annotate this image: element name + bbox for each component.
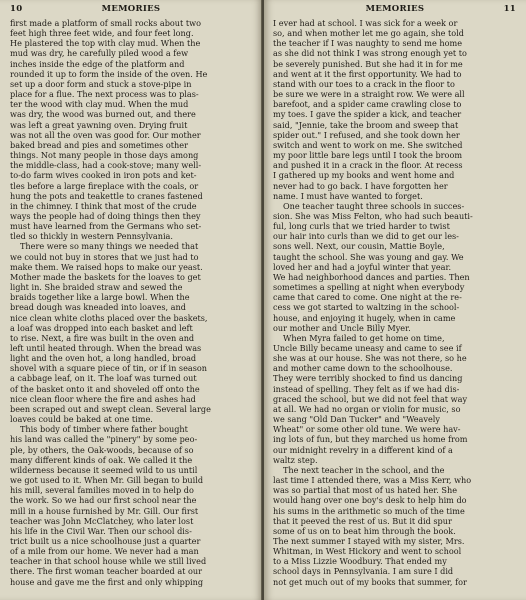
running-head — [274, 4, 516, 16]
text-line: of the basket onto it and shoveled off onto the — [10, 383, 200, 394]
text-line: not get much out of my books that summer, for — [273, 576, 467, 587]
text-line: name. I must have wanted to forget. — [273, 190, 423, 201]
text-line: to a Miss Lizzie Woodbury. That ended my — [273, 556, 447, 567]
text-line: trict built us a nice schoolhouse just a quarter — [10, 535, 201, 546]
text-line: loved her and had a joyful winter that year. — [273, 261, 452, 272]
text-line: tles before a large fireplace with the coals, or — [10, 180, 199, 191]
text-line: There were so many things we needed that — [20, 241, 199, 252]
text-line: things. Not many people in those days among — [10, 150, 199, 161]
text-line: many different kinds of oak. We called it the — [10, 454, 193, 465]
text-line: spider out." I refused, and she took down her — [273, 129, 460, 140]
text-line: would hang over one boy's desk to help him do — [273, 495, 467, 506]
text-line: last time I attended there, was a Miss Kerr, who — [273, 475, 472, 486]
text-line: ple, by others, the Oak-woods, because of so — [10, 444, 194, 455]
text-line: place for a flue. The next process was to plas- — [10, 89, 199, 100]
text-line: nice clean floor where the fire and ashes had — [10, 393, 196, 404]
text-line: to-do farm wives cooked in iron pots and ket- — [10, 170, 197, 181]
text-line: set up a door form and stuck a stove-pipe in — [10, 78, 192, 89]
text-line: house, and enjoying it hugely, when in came — [273, 312, 456, 323]
text-line: shovel with a square piece of tin, or if in season — [10, 363, 208, 374]
text-line: was left a great yawning oven. Drying fruit — [10, 119, 188, 130]
text-line: I gathered up my books and went home and — [273, 170, 455, 181]
text-line: cess we got started to waltzing in the school- — [273, 302, 460, 313]
right-page — [264, 0, 526, 600]
text-line: our mother and Uncle Billy Myer. — [273, 322, 411, 333]
text-line: we sang "Old Dan Tucker" and "Weavely — [273, 414, 440, 425]
text-line: been scraped out and swept clean. Several large — [10, 403, 211, 414]
text-line: light in. She braided straw and sewed the — [10, 282, 183, 293]
text-line: the teacher if I was naughty to send me home — [273, 38, 463, 49]
running-head — [10, 4, 252, 16]
text-line: as she did not think I was strong enough yet to — [273, 48, 467, 59]
text-line: Mother made the baskets for the loaves to get — [10, 271, 201, 282]
text-line: baked bread and pies and sometimes other — [10, 139, 188, 150]
text-line: taught the school. She was young and gay. We — [273, 251, 464, 262]
text-line: The next summer I stayed with my sister, Mrs. — [273, 535, 465, 546]
text-line: we could not buy in stores that we just had to — [10, 251, 199, 262]
text-line: When Myra failed to get home on time, — [283, 332, 445, 343]
text-line: mill in a house furnished by Mr. Gill. Our first — [10, 505, 199, 516]
text-line: his mill, several families moved in to help do — [10, 485, 194, 496]
body-text — [10, 18, 254, 596]
text-line: graced the school, but we did not feel that way — [273, 393, 468, 404]
text-line: I ever had at school. I was sick for a week or — [273, 18, 458, 28]
text-line: This body of timber where father bought — [20, 424, 188, 435]
text-line: waltz step. — [273, 454, 318, 465]
text-line: his land was called the "pinery" by some peo- — [10, 434, 198, 445]
text-line: switch and went to work on me. She switched — [273, 139, 463, 150]
text-line: light and the oven hot, a long handled, broad — [10, 353, 197, 364]
text-line: barefoot, and a spider came crawling close to — [273, 99, 462, 110]
text-line: be sure we were in a straight row. We were all — [273, 89, 465, 100]
text-line: was dry, the wood was burned out, and there — [10, 109, 196, 120]
running-title: MEMORIES — [101, 4, 161, 14]
left-page — [0, 0, 262, 600]
text-line: The next teacher in the school, and the — [283, 464, 445, 475]
text-line: teacher was John McClatchey, who later lost — [10, 515, 194, 526]
text-line: never had to go back. I have forgotten her — [273, 180, 448, 191]
text-line: must have learned from the Germans who set- — [10, 221, 202, 232]
page-number: 11 — [503, 4, 516, 14]
text-line: sometimes a spelling at night when everybody — [273, 282, 465, 293]
text-line: bread dough was kneaded into loaves, and — [10, 302, 186, 313]
text-line: of a mile from our home. We never had a man — [10, 546, 199, 557]
body-text — [273, 18, 516, 596]
text-line: she was at our house. She was not there, so he — [273, 353, 467, 364]
text-line: inches inside the edge of the platform and — [10, 58, 185, 69]
text-line: Whitman, in West Hickory and went to school — [273, 546, 462, 557]
text-line: said, "Jennie, take the broom and sweep that — [273, 119, 459, 130]
text-line: One teacher taught three schools in succes- — [283, 200, 465, 211]
text-line: instead of spelling. They felt as if we had dis- — [273, 383, 460, 394]
text-line: came that cared to come. One night at the re- — [273, 292, 462, 303]
text-line: so, and when mother let me go again, she told — [273, 28, 464, 39]
text-line: the middle-class, had a cook-stove; many well- — [10, 160, 202, 171]
text-line: hung the pots and teakettle to cranes fastened — [10, 190, 203, 201]
text-line: that it peeved the rest of us. But it did spur — [273, 515, 452, 526]
text-line: school days in Pennsylvania. I am sure I did — [273, 566, 454, 577]
text-line: They were terribly shocked to find us dancing — [273, 373, 463, 384]
text-line: his life in the Civil War. Then our school dis- — [10, 525, 192, 536]
text-line: a cabbage leaf, on it. The loaf was turned out — [10, 373, 197, 384]
text-line: He plastered the top with clay mud. When the — [10, 38, 201, 49]
text-line: some of us on to beat him through the book. — [273, 525, 456, 536]
text-line: we got used to it. When Mr. Gill began to build — [10, 475, 204, 486]
text-line: and pushed it in a crack in the floor. At recess — [273, 160, 463, 171]
text-line: tled so thickly in western Pennsylvania. — [10, 231, 173, 242]
text-line: our midnight revelry in a different kind of a — [273, 444, 453, 455]
text-line: braids together like a large bowl. When the — [10, 292, 190, 303]
text-line: wilderness because it seemed wild to us until — [10, 464, 198, 475]
text-line: a loaf was dropped into each basket and left — [10, 322, 193, 333]
running-title: MEMORIES — [365, 4, 425, 14]
text-line: Uncle Billy became uneasy and came to see if — [273, 343, 462, 353]
text-line: be severely punished. But she had it in for me — [273, 58, 463, 69]
text-line: and mother came down to the schoolhouse. — [273, 363, 453, 374]
text-line: left until heated through. When the bread was — [10, 343, 202, 353]
text-line: ing lots of fun, but they marched us home from — [273, 434, 468, 445]
text-line: first made a platform of small rocks about two — [10, 18, 201, 28]
text-line: teacher in that school house while we still lived — [10, 556, 207, 567]
text-line: ways the people had of doing things then they — [10, 210, 201, 221]
text-line: his sums in the arithmetic so much of the time — [273, 505, 465, 516]
text-line: house and gave me the first and only whipping — [10, 576, 204, 587]
text-line: was so partial that most of us hated her. She — [273, 485, 458, 496]
text-line: make them. We raised hops to make our yeast. — [10, 261, 203, 272]
text-line: the work. So we had our first school near the — [10, 495, 197, 506]
text-line: ter the wood with clay mud. When the mud — [10, 99, 189, 110]
text-line: mud was dry, he carefully piled wood a few — [10, 48, 189, 59]
text-line: feet high three feet wide, and four feet long. — [10, 28, 194, 39]
text-line: in the chimney. I think that most of the crude — [10, 200, 197, 211]
text-line: stand with our toes to a crack in the floor to — [273, 78, 455, 89]
text-line: sion. She was Miss Felton, who had such beauti- — [273, 210, 473, 221]
text-line: my poor little bare legs until I took the broom — [273, 150, 463, 161]
text-line: my toes. I gave the spider a kick, and teacher — [273, 109, 462, 120]
text-line: ful, long curls that we tried harder to twist — [273, 221, 450, 232]
text-line: rounded it up to form the inside of the oven. He — [10, 68, 208, 79]
text-line: nice clean white cloths placed over the baskets, — [10, 312, 208, 323]
text-line: We had neighborhood dances and parties. Then — [273, 271, 470, 282]
text-line: sons well. Next, our cousin, Mattie Boyle, — [273, 241, 445, 252]
text-line: to rise. Next, a fire was built in the oven and — [10, 332, 195, 343]
text-line: at all. We had no organ or violin for music, so — [273, 403, 461, 414]
text-line: Wheat" or some other old tune. We were hav- — [273, 424, 461, 435]
text-line: our hair into curls than we did to get our les- — [273, 231, 459, 242]
text-line: loaves could be baked at one time. — [10, 414, 153, 425]
text-line: and went at it the first opportunity. We had to — [273, 68, 462, 79]
page-number: 10 — [10, 4, 23, 14]
text-line: was not all the oven was good for. Our mother — [10, 129, 201, 140]
text-line: there. The first woman teacher boarded at our — [10, 566, 203, 577]
